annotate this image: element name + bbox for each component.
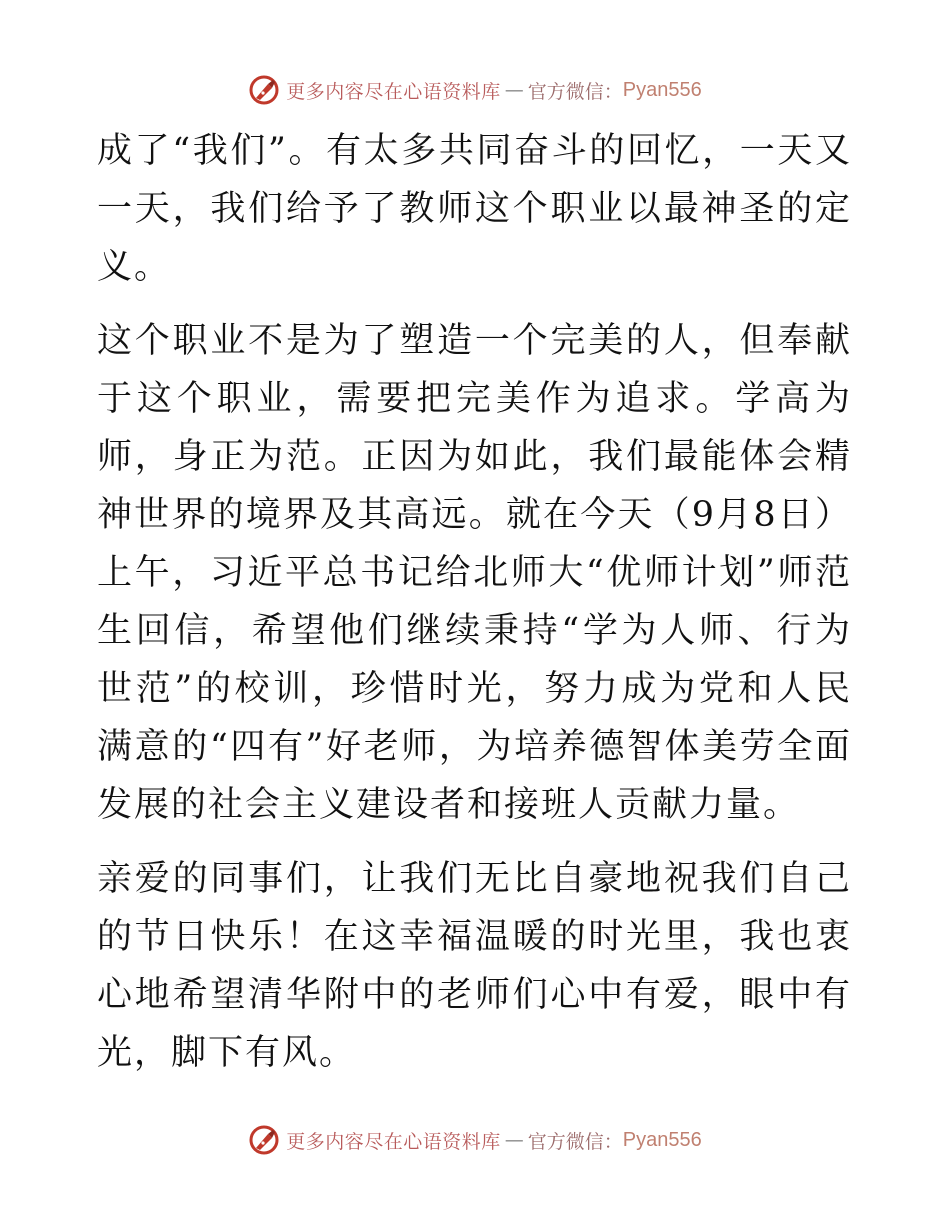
banner-wechat-id: Pyan556 xyxy=(622,78,702,101)
paragraph-2: 这个职业不是为了塑造一个完美的人，但奉献于这个职业，需要把完美作为追求。学高为师，身正为范。正因为如此，我们最能体会精神世界的境界及其高远。就在今天（9月8日）上午，习近平总书记给北师大“优师计划”师范生回信，希望他们继续秉持“学为人师、行为世范”的校训，珍惜时光，努力成为党和人民满意的“四有”好老师，为培养德智体美劳全面发展的社会主义建设者和接班人贡献力量。 xyxy=(97,321,852,825)
paragraph-1: 成了“我们”。有太多共同奋斗的回忆，一天又一天，我们给予了教师这个职业以最神圣的定义。 xyxy=(97,131,852,287)
document-body xyxy=(97,122,852,1082)
banner-wechat-label: 官方微信： xyxy=(527,80,623,103)
banner-separator: — xyxy=(504,1129,524,1151)
banner-wechat-label: 官方微信： xyxy=(527,1130,623,1153)
header-banner xyxy=(0,72,950,108)
banner-wechat-id: Pyan556 xyxy=(622,1128,702,1151)
paragraph-3: 亲爱的同事们，让我们无比自豪地祝我们自己的节日快乐！在这幸福温暖的时光里，我也衷心地希望清华附中的老师们心中有爱，眼中有光，脚下有风。 xyxy=(97,859,852,1073)
pen-nib-logo-icon xyxy=(248,1124,280,1156)
banner-site-text: 更多内容尽在心语资料库 xyxy=(286,1130,501,1153)
banner-site-text: 更多内容尽在心语资料库 xyxy=(286,80,501,103)
footer-banner xyxy=(0,1122,950,1158)
banner-separator: — xyxy=(504,79,524,101)
pen-nib-logo-icon xyxy=(248,74,280,106)
